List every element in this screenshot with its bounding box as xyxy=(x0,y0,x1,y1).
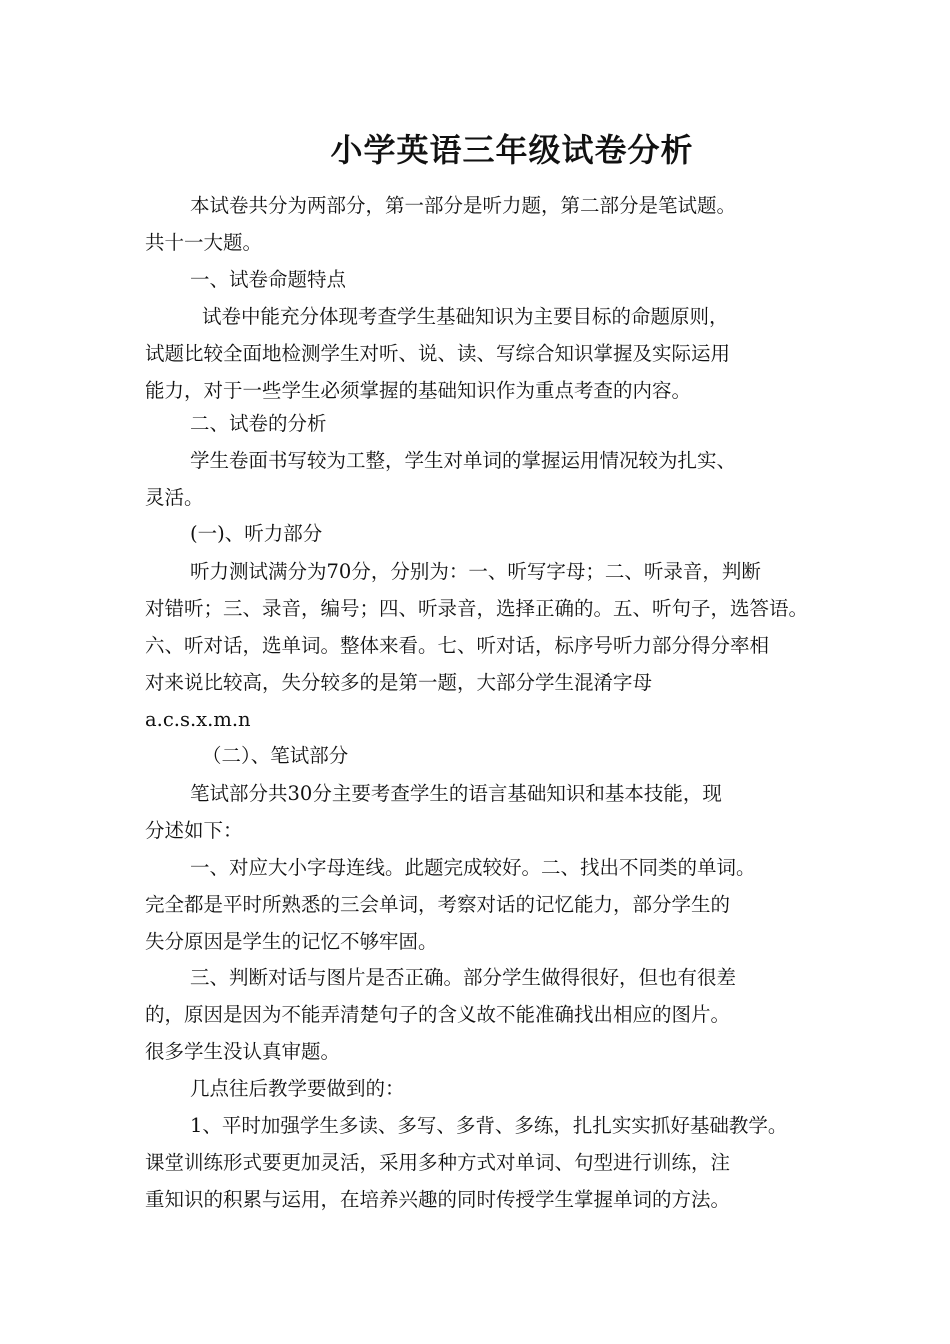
text-line: 完全都是平时所熟悉的三会单词，考察对话的记忆能力，部分学生的 xyxy=(145,893,731,916)
text-line: (一)、听力部分 xyxy=(190,522,323,545)
text-line: 本试卷共分为两部分，第一部分是听力题，第二部分是笔试题。 xyxy=(190,194,737,217)
text-line: 笔试部分共30分主要考查学生的语言基础知识和基本技能，现 xyxy=(190,782,722,805)
paragraph-analysis xyxy=(145,442,845,516)
text-line: 失分原因是学生的记忆不够牢固。 xyxy=(145,930,438,953)
text-line: 对来说比较高，失分较多的是第一题，大部分学生混淆字母 xyxy=(145,671,653,694)
text-line: 1、平时加强学生多读、多写、多背、多练，扎扎实实抓好基础教学。 xyxy=(190,1114,788,1137)
text-line: （二）、笔试部分 xyxy=(202,744,349,767)
text-line: 一、对应大小字母连线。此题完成较好。二、找出不同类的单词。 xyxy=(190,856,756,879)
text-line: 学生卷面书写较为工整，学生对单词的掌握运用情况较为扎实、 xyxy=(190,449,737,472)
text-line: 对错听；三、录音，编号；四、听录音，选择正确的。五、听句子，选答语。 xyxy=(145,597,809,620)
subsection-heading-written xyxy=(145,737,845,774)
text-line: 一、试卷命题特点 xyxy=(190,268,347,291)
paragraph-teaching-point-1 xyxy=(145,1107,845,1218)
paragraph-features xyxy=(145,298,845,409)
paragraph-written-items-1 xyxy=(145,849,845,960)
text-line: 灵活。 xyxy=(145,486,204,509)
text-line: 几点往后教学要做到的： xyxy=(190,1077,405,1100)
paragraph-intro xyxy=(145,187,845,261)
text-line: 很多学生没认真审题。 xyxy=(145,1040,341,1063)
text-line: 听力测试满分为70分，分别为：一、听写字母；二、听录音，判断 xyxy=(190,560,761,583)
text-line: 课堂训练形式要更加灵活，采用多种方式对单词、句型进行训练，注 xyxy=(145,1151,731,1174)
document-title: 小学英语三年级试卷分析 xyxy=(330,131,694,169)
paragraph-teaching-intro xyxy=(145,1070,845,1107)
section-heading-1 xyxy=(145,261,845,298)
text-line: 重知识的积累与运用，在培养兴趣的同时传授学生掌握单词的方法。 xyxy=(145,1188,731,1211)
subsection-heading-listening xyxy=(145,515,845,552)
text-line: 试卷中能充分体现考查学生基础知识为主要目标的命题原则， xyxy=(202,305,729,328)
text-line: 二、试卷的分析 xyxy=(190,412,327,435)
text-line: 分述如下： xyxy=(145,819,243,842)
paragraph-listening xyxy=(145,553,845,738)
text-line: 能力，对于一些学生必须掌握的基础知识作为重点考查的内容。 xyxy=(145,379,692,402)
text-line: 试题比较全面地检测学生对听、说、读、写综合知识掌握及实际运用 xyxy=(145,342,731,365)
text-line: 三、判断对话与图片是否正确。部分学生做得很好，但也有很差 xyxy=(190,966,737,989)
section-heading-2 xyxy=(145,405,845,442)
paragraph-written xyxy=(145,775,845,849)
text-line: 共十一大题。 xyxy=(145,231,263,254)
text-line: a.c.s.x.m.n xyxy=(145,708,251,731)
text-line: 六、听对话，选单词。整体来看。七、听对话，标序号听力部分得分率相 xyxy=(145,634,770,657)
paragraph-written-items-3 xyxy=(145,959,845,1070)
text-line: 的，原因是因为不能弄清楚句子的含义故不能准确找出相应的图片。 xyxy=(145,1003,731,1026)
